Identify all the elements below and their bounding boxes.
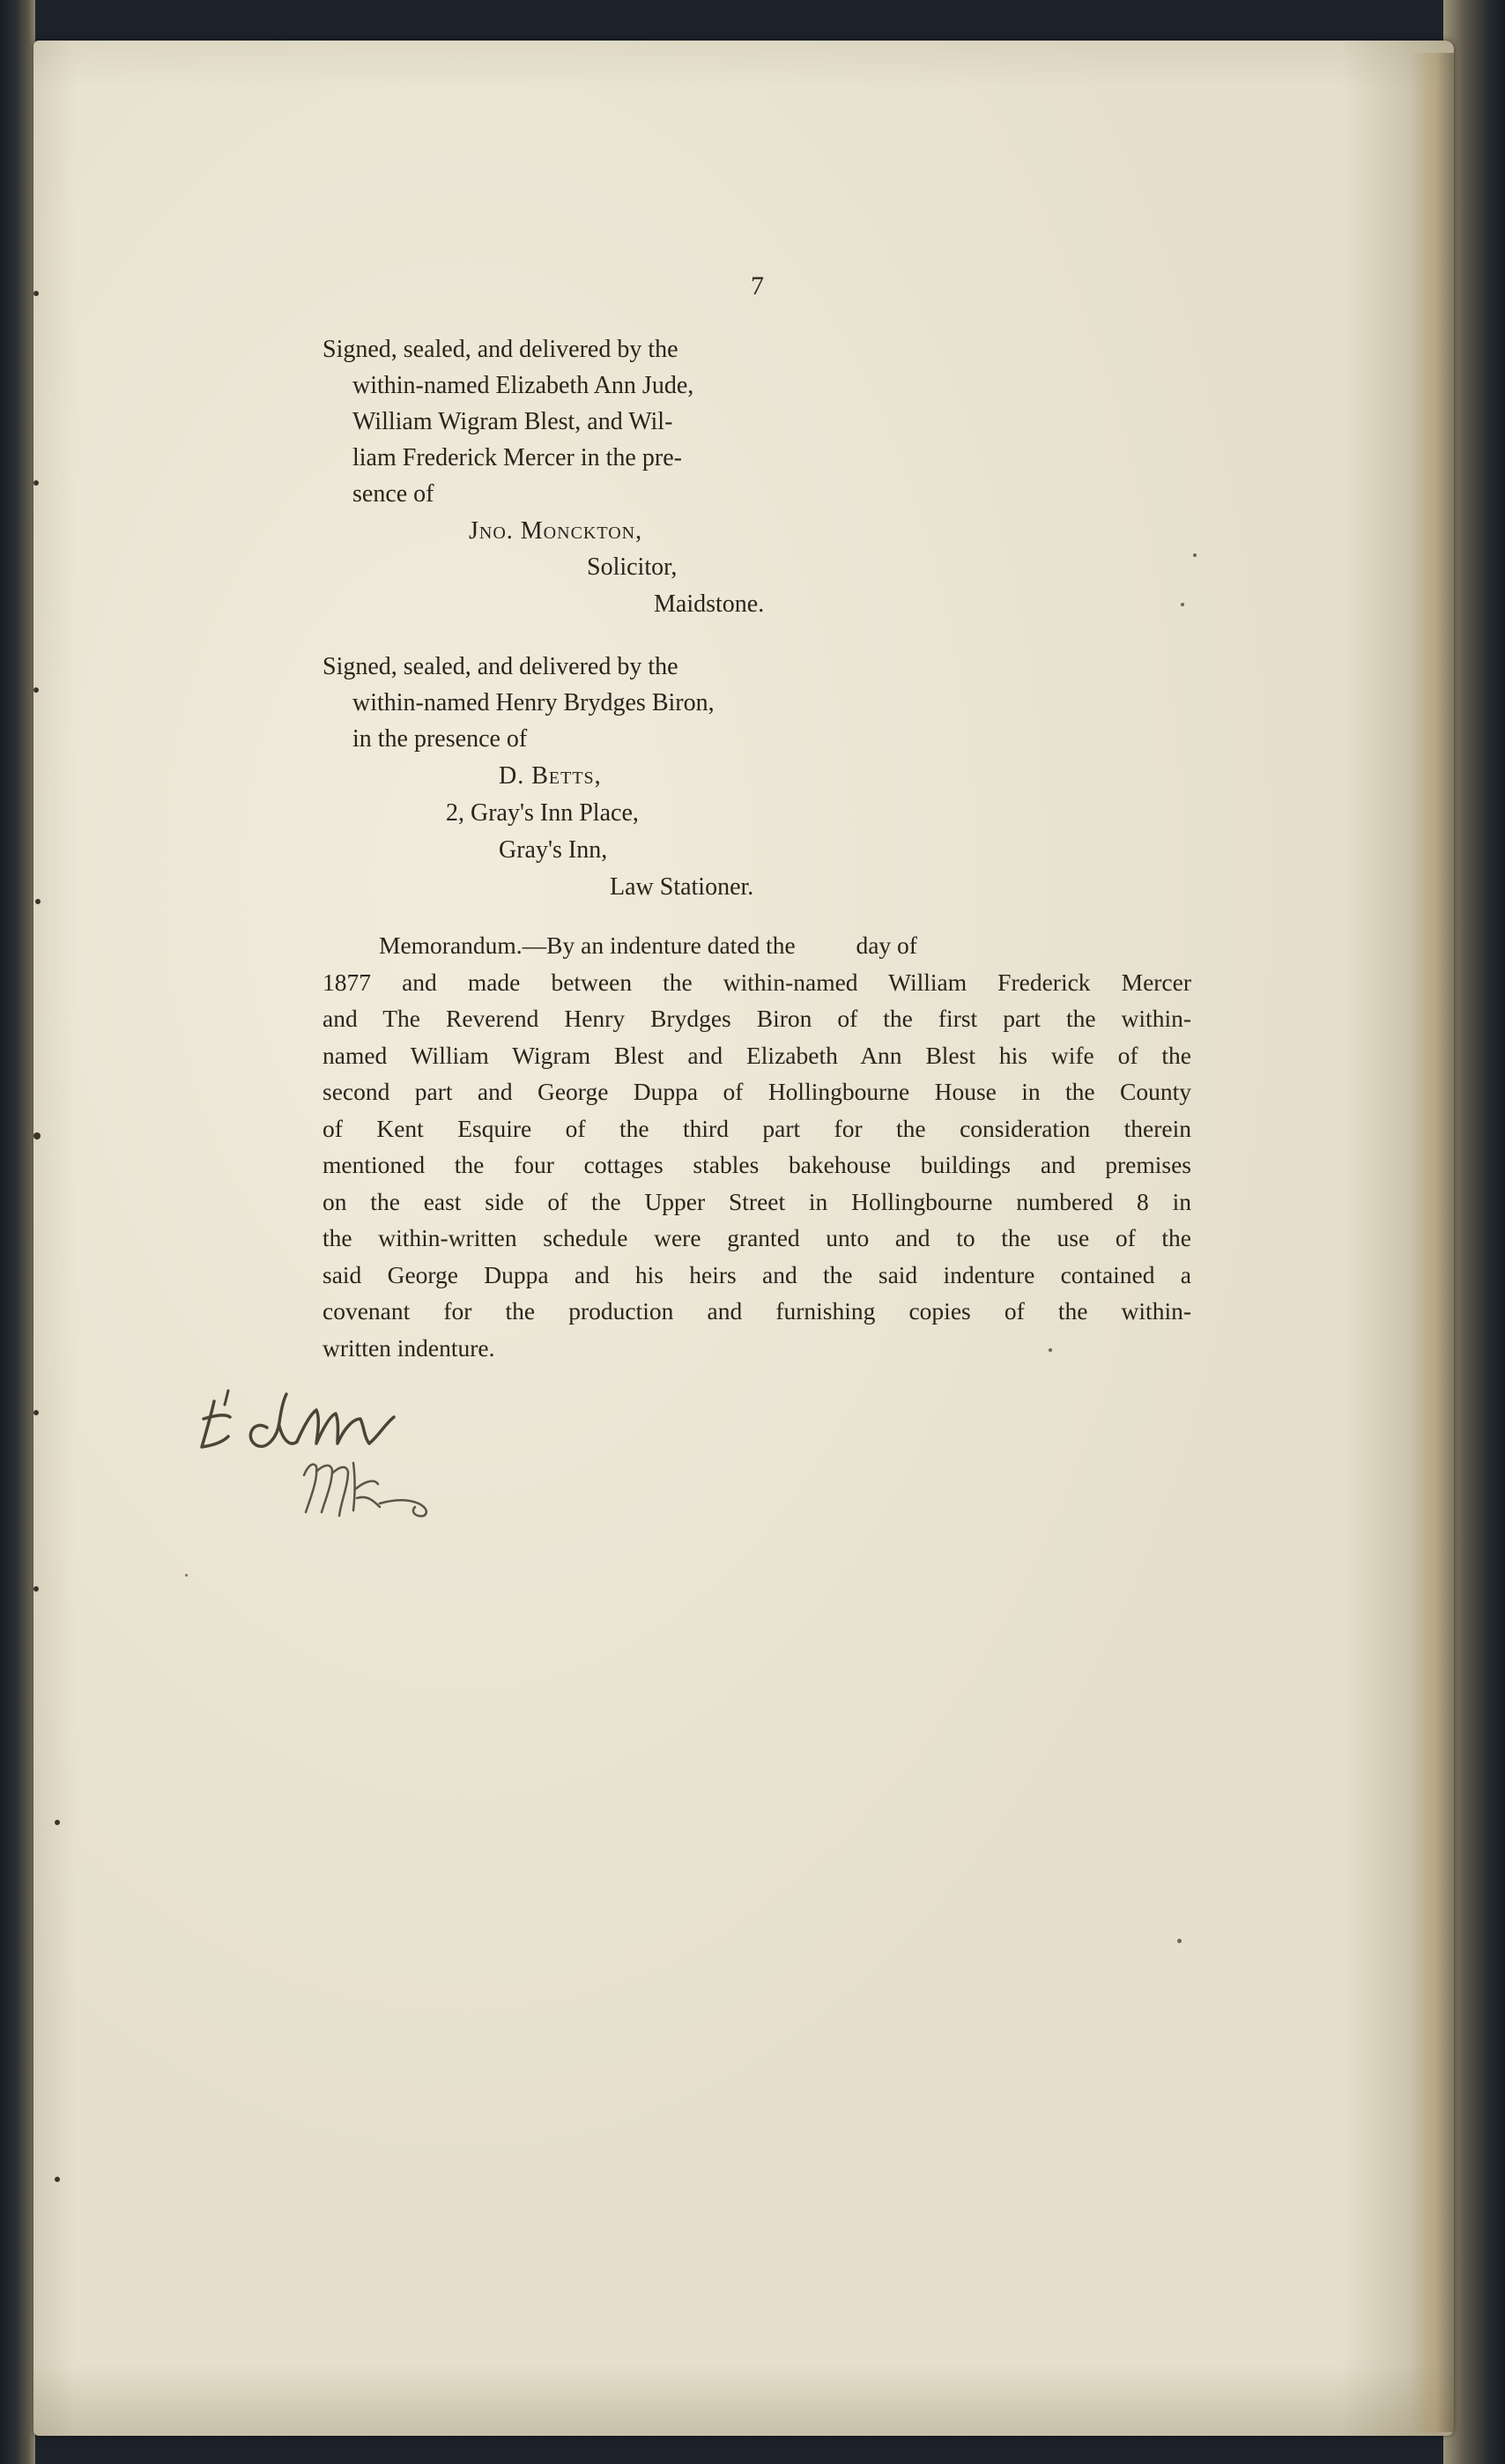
- memorandum-line: written indenture.: [322, 1333, 495, 1362]
- memorandum-line: second part and George Duppa of Hollingbourne House in the County: [322, 1078, 1191, 1105]
- memorandum-line: and The Reverend Henry Brydges Biron of the first part the within-: [322, 1005, 1191, 1032]
- memorandum-line: Memorandum.—By an indenture dated the day of: [379, 931, 917, 959]
- memorandum-line: said George Duppa and his heirs and the said indenture contained a: [322, 1260, 1191, 1288]
- page-number: 7: [751, 271, 764, 301]
- witness-address: Gray's Inn,: [499, 836, 608, 864]
- memorandum-line: named William Wigram Blest and Elizabeth Ann Blest his wife of the: [322, 1041, 1191, 1069]
- handwritten-initials-signature: [198, 1375, 480, 1533]
- book-binding-left: [0, 0, 35, 2464]
- witness-name: D. Betts,: [499, 762, 602, 790]
- attestation-line: William Wigram Blest, and Wil-: [352, 408, 673, 435]
- attestation-line: liam Frederick Mercer in the pre-: [352, 444, 682, 471]
- page-fold-shadow: [1410, 53, 1454, 2432]
- attestation-line: Signed, sealed, and delivered by the: [322, 653, 678, 680]
- memorandum-line: covenant for the production and furnishing copies of the within-: [322, 1297, 1191, 1325]
- attestation-line: Signed, sealed, and delivered by the: [322, 336, 678, 363]
- attestation-line: in the presence of: [352, 725, 528, 753]
- memorandum-line: on the east side of the Upper Street in Hollingbourne numbered 8 in: [322, 1187, 1191, 1215]
- memorandum-line: of Kent Esquire of the third part for the consideration therein: [322, 1114, 1191, 1142]
- witness-name: Jno. Monckton,: [469, 517, 643, 545]
- attestation-line: sence of: [352, 480, 434, 508]
- witness-place: Maidstone.: [654, 590, 765, 618]
- witness-address: 2, Gray's Inn Place,: [446, 799, 639, 827]
- witness-title: Law Stationer.: [610, 873, 754, 901]
- memorandum-line: the within-written schedule were granted unto and to the use of the: [322, 1224, 1191, 1251]
- memorandum-paragraph: [322, 927, 1191, 1366]
- attestation-line: within-named Elizabeth Ann Jude,: [352, 372, 694, 399]
- memorandum-line: 1877 and made between the within-named William Frederick Mercer: [322, 968, 1191, 996]
- witness-title: Solicitor,: [587, 553, 678, 581]
- memorandum-line: mentioned the four cottages stables bakehouse buildings and premises: [322, 1151, 1191, 1178]
- attestation-line: within-named Henry Brydges Biron,: [352, 689, 715, 716]
